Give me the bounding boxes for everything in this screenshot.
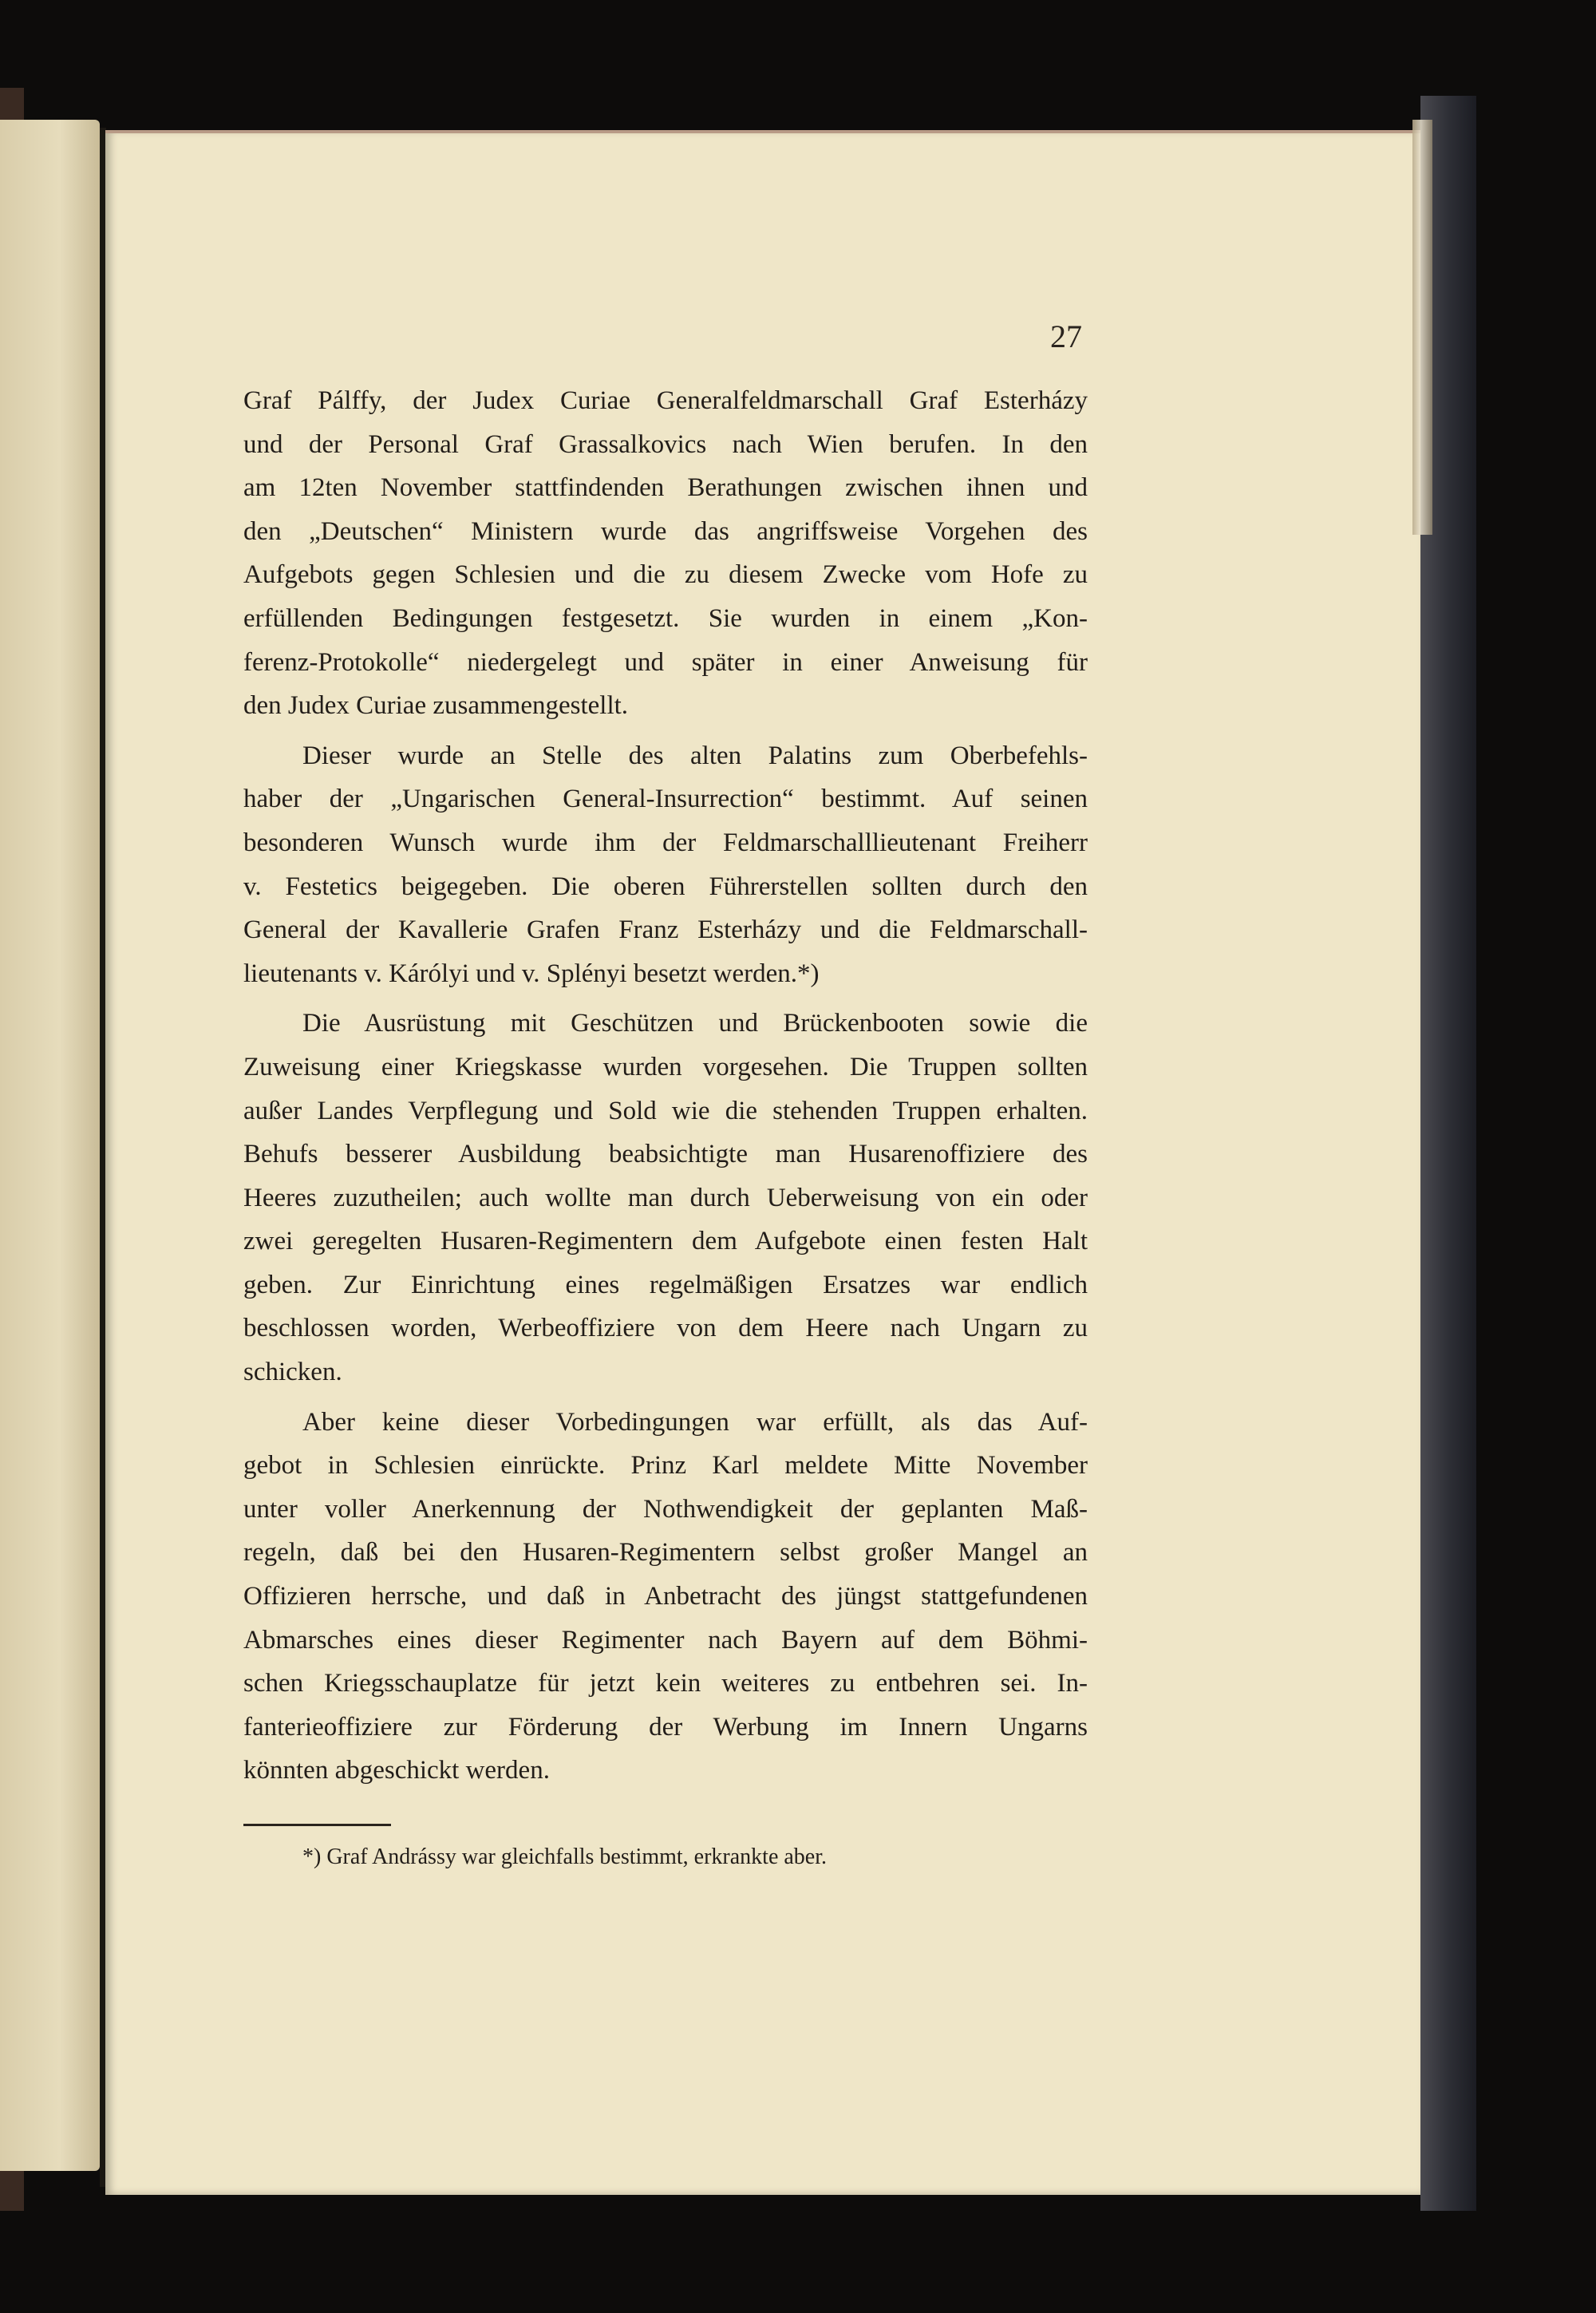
text-line: beschlossen worden, Werbeoffiziere von dem Heere nach Ungarn zu bbox=[243, 1314, 1088, 1343]
text-line: den Judex Curiae zusammengestellt. bbox=[243, 691, 629, 721]
text-line: schen Kriegsschauplatze für jetzt kein weiteres zu entbehren sei. In- bbox=[243, 1669, 1088, 1698]
text-line: unter voller Anerkennung der Nothwendigkeit der geplanten Maß- bbox=[243, 1494, 1088, 1524]
text-line: General der Kavallerie Grafen Franz Esterházy und die Feldmarschall- bbox=[243, 915, 1088, 945]
text-line: Aufgebots gegen Schlesien und die zu diesem Zwecke vom Hofe zu bbox=[243, 560, 1088, 590]
text-line: Heeres zuzutheilen; auch wollte man durch Ueberweisung von ein oder bbox=[243, 1183, 1088, 1212]
text-line: besonderen Wunsch wurde ihm der Feldmarschalllieutenant Freiherr bbox=[243, 828, 1088, 857]
text-line: fanterieoffiziere zur Förderung der Werbung im Innern Ungarns bbox=[243, 1712, 1088, 1742]
text-line: Abmarsches eines dieser Regimenter nach Bayern auf dem Böhmi- bbox=[243, 1625, 1088, 1655]
text-line: v. Festetics beigegeben. Die oberen Führerstellen sollten durch den bbox=[243, 872, 1088, 901]
text-line: Aber keine dieser Vorbedingungen war erfüllt, als das Auf- bbox=[302, 1407, 1088, 1437]
text-line: und der Personal Graf Grassalkovics nach Wien berufen. In den bbox=[243, 429, 1088, 459]
page-number: 27 bbox=[1050, 318, 1082, 354]
footnote: *) Graf Andrássy war gleichfalls bestimmt, erkrankte aber. bbox=[302, 1844, 828, 1869]
text-line: Dieser wurde an Stelle des alten Palatins zum Oberbefehls- bbox=[302, 741, 1088, 770]
text-line: ferenz-Protokolle“ niedergelegt und später in einer Anweisung für bbox=[243, 647, 1088, 677]
text-line: schicken. bbox=[243, 1358, 342, 1387]
paragraph bbox=[243, 1002, 1088, 1394]
text-line: Die Ausrüstung mit Geschützen und Brückenbooten sowie die bbox=[302, 1009, 1088, 1038]
paragraph bbox=[243, 1401, 1088, 1793]
text-line: Graf Pálffy, der Judex Curiae Generalfeldmarschall Graf Esterházy bbox=[243, 386, 1088, 415]
text-line: gebot in Schlesien einrückte. Prinz Karl meldete Mitte November bbox=[243, 1451, 1088, 1481]
text-line: erfüllenden Bedingungen festgesetzt. Sie wurden in einem „Kon- bbox=[243, 603, 1088, 633]
text-line: am 12ten November stattfindenden Berathungen zwischen ihnen und bbox=[243, 473, 1088, 503]
text-line: könnten abgeschickt werden. bbox=[243, 1756, 550, 1785]
text-line: lieutenants v. Kárólyi und v. Splényi besetzt werden.*) bbox=[243, 959, 820, 988]
footnote-divider bbox=[243, 1824, 391, 1826]
text-line: außer Landes Verpflegung und Sold wie die stehenden Truppen erhalten. bbox=[243, 1096, 1088, 1125]
text-line: haber der „Ungarischen General-Insurrection“ bestimmt. Auf seinen bbox=[243, 785, 1088, 814]
text-line: geben. Zur Einrichtung eines regelmäßigen Ersatzes war endlich bbox=[243, 1270, 1088, 1299]
text-line: regeln, daß bei den Husaren-Regimentern selbst großer Mangel an bbox=[243, 1538, 1088, 1568]
body-text bbox=[243, 379, 1088, 1799]
paragraph bbox=[243, 379, 1088, 728]
text-line: Offizieren herrsche, und daß in Anbetracht des jüngst stattgefundenen bbox=[243, 1582, 1088, 1611]
paragraph bbox=[243, 734, 1088, 996]
text-line: Behufs besserer Ausbildung beabsichtigte man Husarenoffiziere des bbox=[243, 1140, 1088, 1169]
page-block-edge bbox=[1412, 120, 1432, 535]
left-page-edge bbox=[0, 120, 100, 2171]
text-line: den „Deutschen“ Ministern wurde das angriffsweise Vorgehen des bbox=[243, 516, 1088, 546]
text-line: Zuweisung einer Kriegskasse wurden vorgesehen. Die Truppen sollten bbox=[243, 1052, 1088, 1081]
text-line: zwei geregelten Husaren-Regimentern dem Aufgebote einen festen Halt bbox=[243, 1227, 1088, 1256]
